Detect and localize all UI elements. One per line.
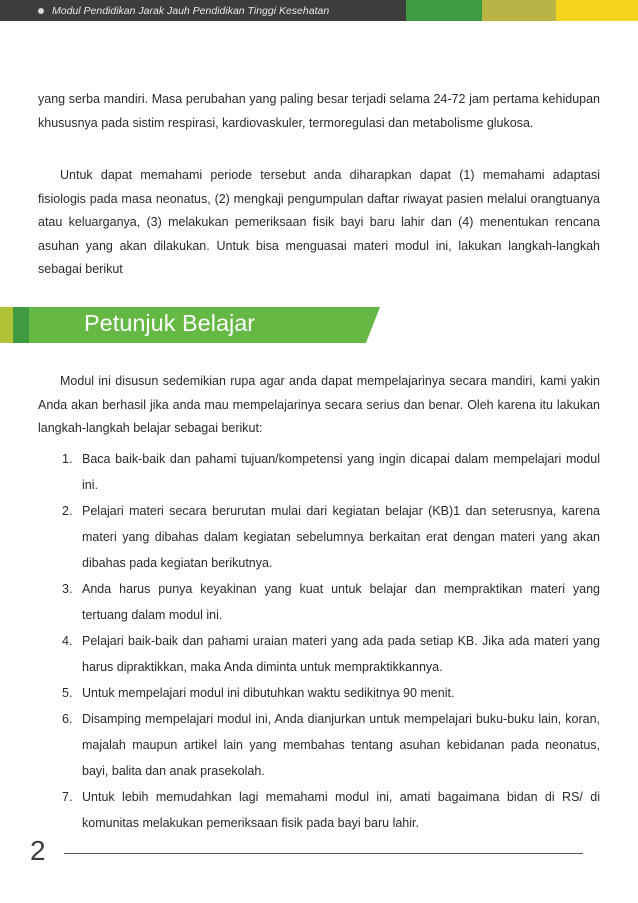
intro-paragraph-2: Untuk dapat memahami periode tersebut anda diharapkan dapat (1) memahami adaptasi fisiologis pada masa neonatus, (2) mengkaji pengumpulan daftar riwayat pasien melalui orangtuanya atau keluarganya, (3) melakukan pemeriksaan fisik bayi baru lahir dan (4) menentukan rencana asuhan yang akan dilakukan. Untuk bisa menguasai materi modul ini, lakukan langkah-langkah sebagai berikut	[38, 168, 600, 277]
list-item	[38, 576, 600, 628]
list-item-number: 5.	[62, 686, 73, 700]
list-item	[38, 680, 600, 706]
steps-list	[38, 446, 600, 836]
list-item-text: Pelajari materi secara berurutan mulai dari kegiatan belajar (KB)1 dan seterusnya, karena materi yang dibahas dalam kegiatan sebelumnya berkaitan erat dengan materi yang akan dibahas pada kegiatan berikutnya.	[82, 504, 600, 570]
list-item	[38, 498, 600, 576]
list-item-number: 2.	[62, 504, 73, 518]
section-banner	[0, 307, 380, 343]
header-title-bar	[0, 0, 406, 21]
list-item-number: 1.	[62, 452, 73, 466]
page-header	[0, 0, 638, 21]
list-item	[38, 628, 600, 680]
intro-paragraph-1: yang serba mandiri. Masa perubahan yang paling besar terjadi selama 24-72 jam pertama kehidupan khususnya pada sistim respirasi, kardiovaskuler, termoregulasi dan metabolisme glukosa.	[38, 92, 600, 130]
list-item-text: Untuk lebih memudahkan lagi memahami modul ini, amati bagaimana bidan di RS/ di komunitas melakukan pemeriksaan fisik pada bayi baru lahir.	[82, 790, 600, 830]
list-item-text: Anda harus punya keyakinan yang kuat untuk belajar dan mempraktikan materi yang tertuang dalam modul ini.	[82, 582, 600, 622]
list-item	[38, 784, 600, 836]
footer-divider	[64, 853, 583, 854]
banner-stripe-light	[0, 307, 13, 343]
list-item-number: 4.	[62, 634, 73, 648]
list-item-number: 6.	[62, 712, 73, 726]
page-number: 2	[30, 835, 46, 866]
list-item-number: 3.	[62, 582, 73, 596]
header-color-block-yellow	[556, 0, 638, 21]
list-item	[38, 446, 600, 498]
list-item-text: Baca baik-baik dan pahami tujuan/kompetensi yang ingin dicapai dalam mempelajari modul ini.	[82, 452, 600, 492]
header-color-block-olive	[482, 0, 556, 21]
banner-stripe-dark	[13, 307, 29, 343]
header-title: Modul Pendidikan Jarak Jauh Pendidikan Tinggi Kesehatan	[52, 4, 330, 17]
list-item-text: Disamping mempelajari modul ini, Anda dianjurkan untuk mempelajari buku-buku lain, koran, majalah maupun artikel lain yang membahas tentang asuhan kebidanan pada neonatus, bayi, balita dan anak prasekolah.	[82, 712, 600, 778]
list-item	[38, 706, 600, 784]
section-intro-paragraph: Modul ini disusun sedemikian rupa agar anda dapat mempelajarinya secara mandiri, kami yakin Anda akan berhasil jika anda mau mempelajarinya secara serius dan benar. Oleh karena itu lakukan langkah-langkah belajar sebagai berikut:	[38, 374, 600, 436]
list-item-text: Untuk mempelajari modul ini dibutuhkan waktu sedikitnya 90 menit.	[82, 686, 455, 700]
list-item-text: Pelajari baik-baik dan pahami uraian materi yang ada pada setiap KB. Jika ada materi yang harus dipraktikkan, maka Anda diminta untuk mempraktikkannya.	[82, 634, 600, 674]
header-color-block-green	[406, 0, 482, 21]
list-item-number: 7.	[62, 790, 73, 804]
bullet-icon	[38, 8, 44, 14]
section-title: Petunjuk Belajar	[84, 310, 256, 336]
